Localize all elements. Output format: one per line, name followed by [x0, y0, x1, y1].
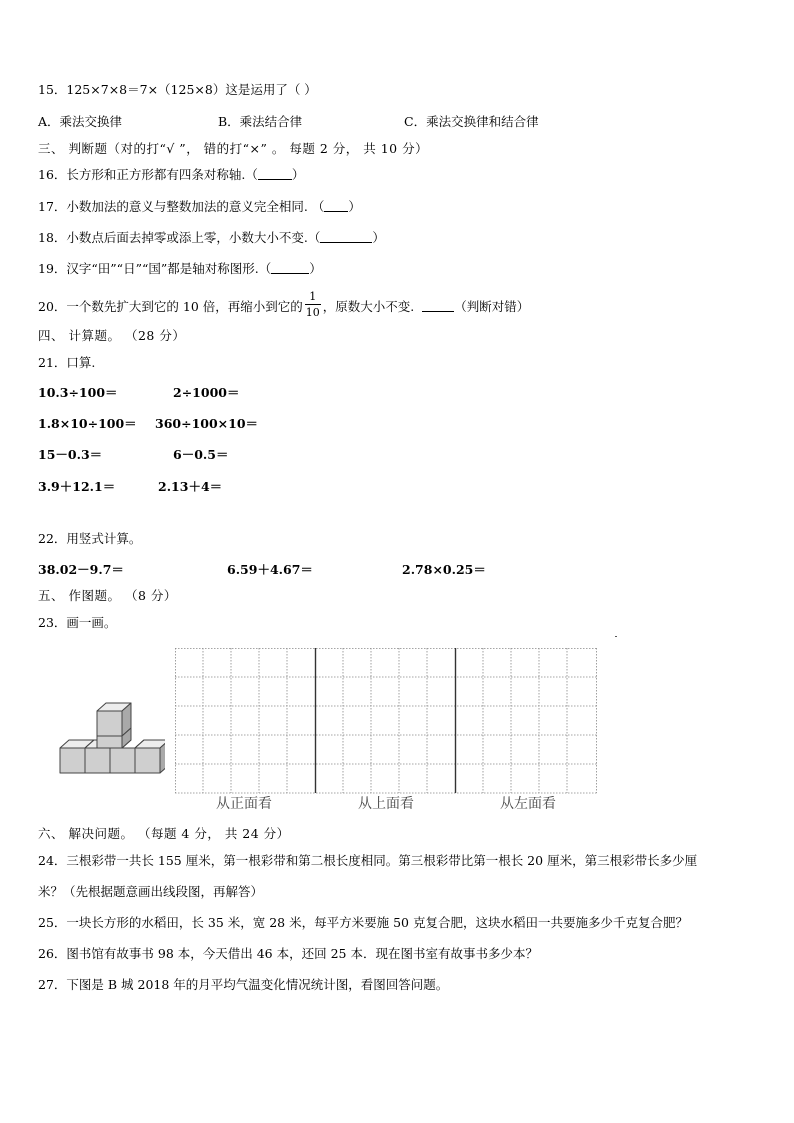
q15-option-c: C．乘法交换律和结合律 — [404, 114, 539, 129]
fraction-denominator: 10 — [305, 306, 320, 319]
question-25: 25．一块长方形的水稻田，长 35 米，宽 28 米，每平方米要施 50 克复合肥，这块水稻田一共要施多少千克复合肥？ — [38, 915, 688, 930]
q21-item-4: 360÷100×10＝ — [155, 416, 259, 431]
question-16 — [38, 168, 304, 182]
section-4-heading: 四、 计算题。 （28 分） — [38, 328, 186, 343]
q16-close: ） — [291, 167, 305, 182]
cube-bottom-4 — [135, 740, 165, 773]
question-24-line-2: 米？（先根据题意画出线段图，再解答） — [38, 884, 264, 899]
q20-answer-blank[interactable] — [422, 300, 454, 312]
q20-text-after: ，原数大小不变. — [322, 299, 415, 314]
q21-item-3: 1.8×10÷100＝ — [38, 416, 137, 431]
q21-item-6: 6－0.5＝ — [173, 447, 229, 462]
q20-text: 20．一个数先扩大到它的 10 倍，再缩小到它的 — [38, 299, 303, 314]
q19-answer-blank[interactable] — [271, 262, 309, 274]
q18-text: 18．小数点后面去掉零或添上零，小数大小不变.（ — [38, 230, 321, 245]
q21-item-5: 15－0.3＝ — [38, 447, 103, 462]
question-20 — [38, 290, 530, 321]
q19-close: ） — [309, 261, 322, 276]
q18-answer-blank[interactable] — [320, 231, 372, 243]
q15-option-b: B．乘法结合律 — [218, 114, 303, 129]
label-front-view: 从正面看 — [216, 796, 272, 812]
label-left-view: 从左面看 — [500, 796, 556, 812]
q17-answer-blank[interactable] — [324, 200, 348, 212]
q21-item-2: 2÷1000＝ — [173, 385, 240, 400]
question-26: 26．图书馆有故事书 98 本，今天借出 46 本，还回 25 本．现在图书室有故事书多少本？ — [38, 946, 538, 961]
q20-judge-note: （判断对错） — [454, 299, 530, 314]
q21-item-1: 10.3÷100＝ — [38, 385, 118, 400]
question-22-title: 22．用竖式计算。 — [38, 531, 142, 546]
q21-item-7: 3.9＋12.1＝ — [38, 479, 116, 494]
label-top-view: 从上面看 — [358, 796, 414, 812]
cube-stack-figure — [55, 698, 165, 778]
question-24-line-1: 24．三根彩带一共长 155 厘米，第一根彩带和第二根长度相同。第三根彩带比第一根长 20 厘米，第三根彩带长多少厘 — [38, 853, 698, 868]
q16-answer-blank[interactable] — [258, 168, 292, 180]
q22-item-2: 6.59＋4.67＝ — [227, 562, 313, 577]
q22-item-3: 2.78×0.25＝ — [402, 562, 486, 577]
q17-text: 17．小数加法的意义与整数加法的意义完全相同. （ — [38, 199, 325, 214]
question-15: 15．125×7×8＝7×（125×8）这是运用了（ ） — [38, 82, 317, 97]
cube-middle — [85, 728, 131, 748]
question-18 — [38, 231, 385, 245]
q15-option-a: A．乘法交换律 — [38, 114, 123, 129]
q18-close: ） — [372, 230, 385, 245]
question-27: 27．下图是 B 城 2018 年的月平均气温变化情况统计图，看图回答问题。 — [38, 977, 449, 992]
section-5-heading: 五、 作图题。 （8 分） — [38, 588, 177, 603]
q21-item-8: 2.13＋4＝ — [158, 479, 223, 494]
q17-close: ） — [348, 199, 361, 214]
question-21-title: 21．口算. — [38, 355, 96, 370]
fraction-numerator: 1 — [309, 290, 317, 303]
question-17 — [38, 200, 361, 214]
q16-text: 16．长方形和正方形都有四条对称轴.（ — [38, 167, 258, 182]
section-3-heading: 三、 判断题（对的打“√ ”， 错的打“×” 。 每题 2 分， 共 10 分） — [38, 141, 429, 156]
q19-text: 19．汉字“田”“日”“国”都是轴对称图形.（ — [38, 261, 272, 276]
stray-dot — [615, 636, 617, 637]
drawing-grid[interactable] — [175, 648, 598, 794]
q22-item-1: 38.02－9.7＝ — [38, 562, 124, 577]
fraction-one-tenth — [305, 291, 321, 318]
question-23-title: 23．画一画。 — [38, 615, 117, 630]
section-6-heading: 六、 解决问题。 （每题 4 分， 共 24 分） — [38, 826, 290, 841]
question-19 — [38, 262, 322, 276]
